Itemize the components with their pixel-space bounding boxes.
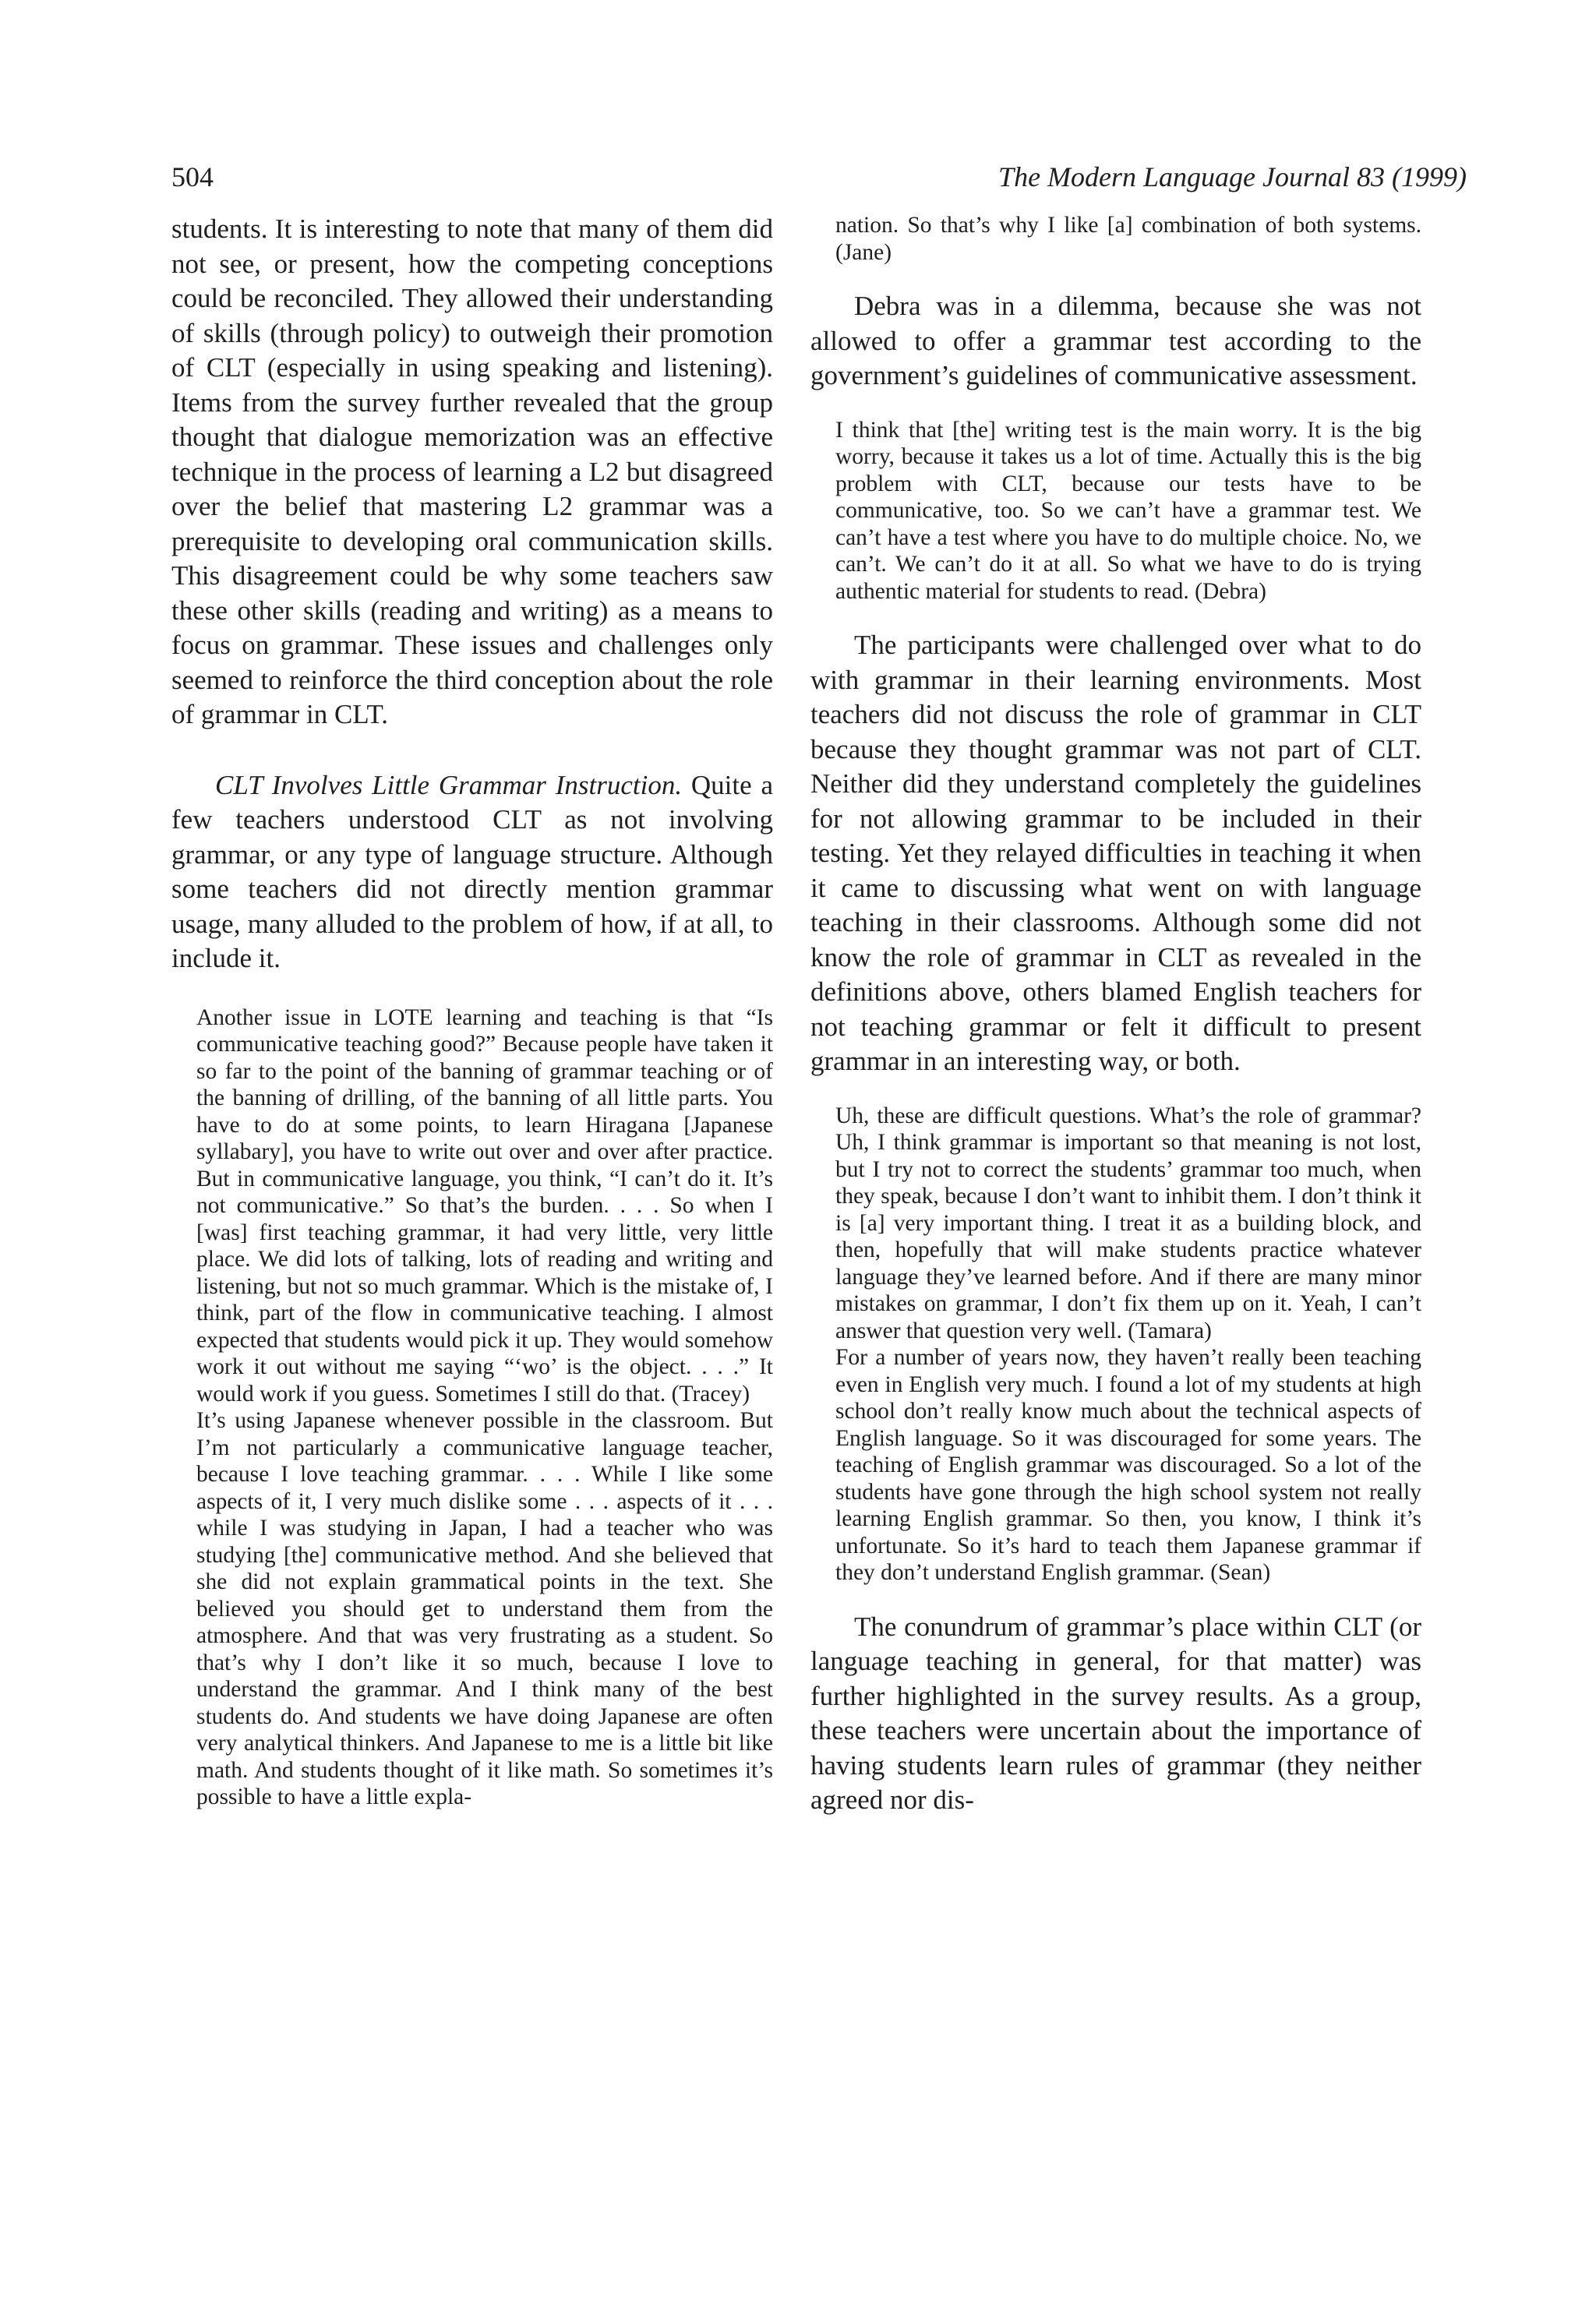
block-quote: It’s using Japanese whenever possible in the classroom. But I’m not particularly a communicative language teacher, because I love teaching grammar. . . . While I like some aspects of it, I very much dislike some . . . aspects of it . . . while I was studying in Japan, I had a teacher who was studying [the] communicative method. And she believed that she did not explain grammatical points in the text. She believed you should get to understand them from the atmosphere. And that was very frustrating as a student. So that’s why I don’t like it so much, because I love to understand the grammar. And I think many of the best students do. And students we have doing Japanese are often very analytical thinkers. And Japanese to me is a little bit like math. And students thought of it like math. So sometimes it’s possible to have a little expla- xyxy=(196,1408,773,1809)
block-quote: I think that [the] writing test is the main worry. It is the big worry, because it takes us a lot of time. Actually this is the big problem with CLT, because our tests have to be communicative, too. So we can’t have a grammar test. We can’t have a test where you have to do multiple choice. No, we can’t. We can’t do it at all. So what we have to do is trying authentic material for students to read. (Debra) xyxy=(835,417,1421,604)
body-paragraph: The conundrum of grammar’s place within CLT (or language teaching in general, for that matter) was further highlighted in the survey results. As a group, these teachers were uncertain about the importance of having students learn rules of grammar (they neither agreed nor dis- xyxy=(810,1611,1421,1815)
right-column xyxy=(810,212,1421,1818)
block-quote: nation. So that’s why I like [a] combination of both systems. (Jane) xyxy=(835,213,1421,265)
section-text: Quite a few teachers understood CLT as not involving grammar, or any type of language structure. Although some teachers did not directly mention grammar usage, many alluded to the problem of how, if at all, to include it. xyxy=(171,769,773,973)
block-quote: Uh, these are difficult questions. What’s the role of grammar? Uh, I think grammar is important so that meaning is not lost, but I try not to correct the students’ grammar too much, when they speak, because I don’t want to inhibit them. I don’t think it is [a] very important thing. I treat it as a building block, and then, hopefully that will make students practice whatever language they’ve learned before. And if there are many minor mistakes on grammar, I don’t fix them up on it. Yeah, I can’t answer that question very well. (Tamara) xyxy=(835,1103,1421,1343)
body-paragraph xyxy=(171,768,773,976)
running-title: The Modern Language Journal 83 (1999) xyxy=(998,161,1467,192)
body-paragraph: Debra was in a dilemma, because she was not allowed to offer a grammar test according to the government’s guidelines of communicative assessment. xyxy=(810,291,1421,390)
page-number: 504 xyxy=(171,161,214,192)
body-paragraph: The participants were challenged over what to do with grammar in their learning environments. Most teachers did not discuss the role of grammar in CLT because they thought grammar was not part of CLT. Neither did they understand completely the guidelines for not allowing grammar to be included in their testing. Yet they relayed difficulties in teaching it when it came to discussing what went on with language teaching in their classrooms. Although some did not know the role of grammar in CLT as revealed in the definitions above, others blamed English teachers for not teaching grammar or felt it difficult to present grammar in an interesting way, or both. xyxy=(810,630,1421,1076)
body-paragraph: students. It is interesting to note that many of them did not see, or present, how the competing conceptions could be reconciled. They allowed their understanding of skills (through policy) to outweigh their promotion of CLT (especially in using speaking and listening). Items from the survey further revealed that the group thought that dialogue memorization was an effective technique in the process of learning a L2 but disagreed over the belief that mastering L2 grammar was a prerequisite to developing oral communication skills. This disagreement could be why some teachers saw these other skills (reading and writing) as a means to focus on grammar. These issues and challenges only seemed to reinforce the third conception about the role of grammar in CLT. xyxy=(171,214,773,729)
block-quote: For a number of years now, they haven’t really been teaching even in English very much. I found a lot of my students at high school don’t really know much about the technical aspects of English language. So it was discouraged for some years. The teaching of English grammar was discouraged. So a lot of the students have gone through the high school system not really learning English grammar. So then, you know, I think it’s unfortunate. So it’s hard to teach them Japanese grammar if they don’t understand English grammar. (Sean) xyxy=(835,1345,1421,1585)
block-quote: Another issue in LOTE learning and teaching is that “Is communicative teaching good?” Because people have taken it so far to the point of the banning of grammar teaching or of the banning of drilling, of the banning of all little parts. You have to do at some points, to learn Hiragana [Japanese syllabary], you have to write out over and over after practice. But in communicative language, you think, “I can’t do it. It’s not communicative.” So that’s the burden. . . . So when I [was] first teaching grammar, it had very little, very little place. We did lots of talking, lots of reading and writing and listening, but not so much grammar. Which is the mistake of, I think, part of the flow in communicative teaching. I almost expected that students would pick it up. They would somehow work it out without me saying “‘wo’ is the object. . . .” It would work if you guess. Sometimes I still do that. (Tracey) xyxy=(196,1004,773,1407)
left-column xyxy=(171,212,773,1811)
section-heading: CLT Involves Little Grammar Instruction. xyxy=(215,769,683,800)
